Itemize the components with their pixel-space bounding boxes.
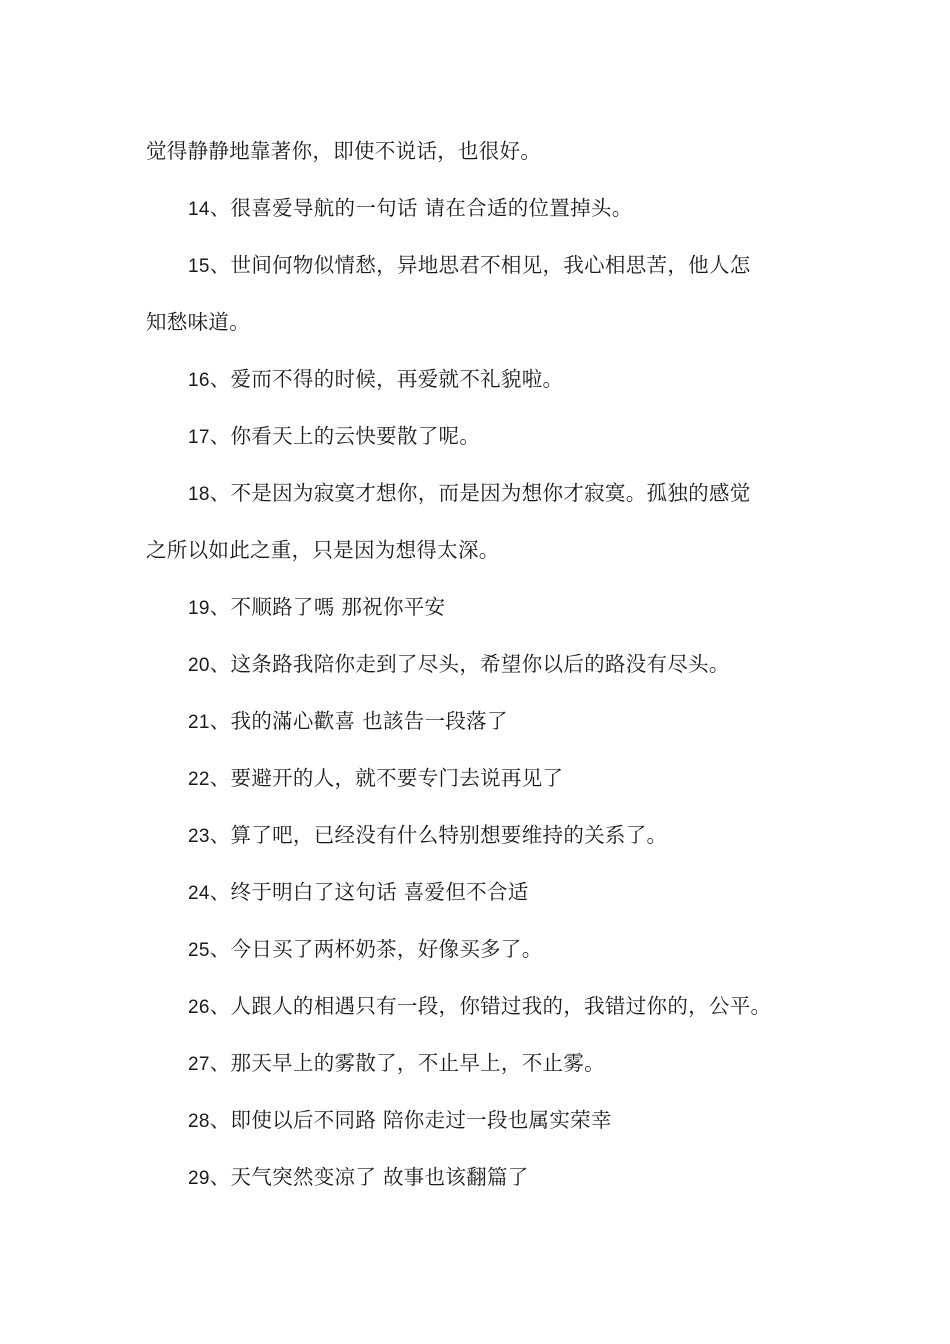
item-number: 29 xyxy=(188,1168,210,1189)
paragraph-line xyxy=(146,1097,816,1154)
item-text: 、不顺路了嗎 那祝你平安 xyxy=(209,595,446,619)
item-number: 16 xyxy=(188,370,210,391)
paragraph-line xyxy=(146,869,816,926)
item-number: 23 xyxy=(188,826,210,847)
paragraph-line xyxy=(146,128,816,185)
item-text: 、即使以后不同路 陪你走过一段也属实荣幸 xyxy=(209,1108,612,1132)
item-number: 15 xyxy=(188,256,210,277)
item-text: 、世间何物似情愁，异地思君不相见，我心相思苦，他人怎 xyxy=(209,253,751,277)
item-number: 18 xyxy=(188,484,210,505)
paragraph-line xyxy=(146,413,816,470)
paragraph-line xyxy=(146,527,816,584)
item-text: 、终于明白了这句话 喜爱但不合适 xyxy=(209,880,529,904)
item-number: 22 xyxy=(188,769,210,790)
item-number: 25 xyxy=(188,940,210,961)
paragraph-line xyxy=(146,299,816,356)
item-text: 、这条路我陪你走到了尽头，希望你以后的路没有尽头。 xyxy=(209,652,730,676)
item-text: 、很喜爱导航的一句话 请在合适的位置掉头。 xyxy=(209,196,633,220)
paragraph-line xyxy=(146,242,816,299)
item-text: 、算了吧，已经没有什么特别想要维持的关系了。 xyxy=(209,823,668,847)
item-number: 28 xyxy=(188,1111,210,1132)
paragraph-line xyxy=(146,755,816,812)
paragraph-line xyxy=(146,1040,816,1097)
item-text: 、今日买了两杯奶茶，好像买多了。 xyxy=(209,937,543,961)
paragraph-line xyxy=(146,926,816,983)
item-text: 、你看天上的云快要散了呢。 xyxy=(209,424,481,448)
paragraph-line xyxy=(146,185,816,242)
item-number: 14 xyxy=(188,199,210,220)
item-text: 、要避开的人，就不要专门去说再见了 xyxy=(209,766,564,790)
paragraph-line xyxy=(146,983,816,1040)
item-text: 之所以如此之重，只是因为想得太深。 xyxy=(146,538,500,562)
item-text: 、人跟人的相遇只有一段，你错过我的，我错过你的，公平。 xyxy=(209,994,772,1018)
item-text: 觉得静静地靠著你，即使不说话，也很好。 xyxy=(146,139,542,163)
paragraph-line xyxy=(146,641,816,698)
paragraph-line xyxy=(146,698,816,755)
item-number: 26 xyxy=(188,997,210,1018)
item-number: 27 xyxy=(188,1054,210,1075)
item-text: 、天气突然变凉了 故事也该翻篇了 xyxy=(209,1165,529,1189)
paragraph-line xyxy=(146,470,816,527)
paragraph-line xyxy=(146,812,816,869)
document-body xyxy=(146,128,816,1211)
item-text: 知愁味道。 xyxy=(146,310,250,334)
item-number: 20 xyxy=(188,655,210,676)
paragraph-line xyxy=(146,1154,816,1211)
paragraph-line xyxy=(146,584,816,641)
item-number: 24 xyxy=(188,883,210,904)
item-number: 17 xyxy=(188,427,210,448)
item-text: 、不是因为寂寞才想你，而是因为想你才寂寞。孤独的感觉 xyxy=(209,481,751,505)
item-text: 、那天早上的雾散了，不止早上，不止雾。 xyxy=(209,1051,605,1075)
item-number: 21 xyxy=(188,712,210,733)
item-number: 19 xyxy=(188,598,210,619)
paragraph-line xyxy=(146,356,816,413)
item-text: 、我的滿心歡喜 也該告一段落了 xyxy=(209,709,508,733)
item-text: 、爱而不得的时候，再爱就不礼貌啦。 xyxy=(209,367,564,391)
